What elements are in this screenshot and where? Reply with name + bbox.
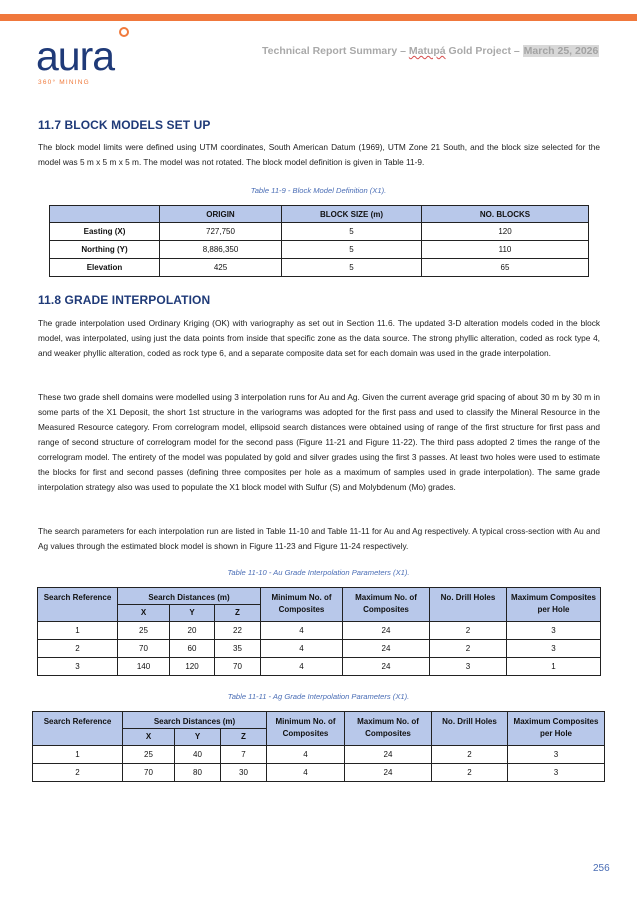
table-row: 2 70 60 35 4 24 2 3 xyxy=(38,640,601,658)
table-caption-11-10: Table 11-10 - Au Grade Interpolation Parameters (X1). xyxy=(227,568,410,577)
header-project-name: Matupá xyxy=(408,45,446,57)
section-heading-11-7: 11.7 BLOCK MODELS SET UP xyxy=(38,118,211,132)
running-header: Technical Report Summary – Matupá Gold Project – March 25, 2026 xyxy=(262,45,599,57)
block-model-table xyxy=(49,205,589,277)
table-row: 1 25 40 7 4 24 2 3 xyxy=(33,746,605,764)
table-header-row: Search Reference Search Distances (m) Minimum No. of Composites Maximum No. of Composites No. Drill Holes Maximum Composites per Hole xyxy=(38,588,601,605)
table-subheader-row: X Y Z xyxy=(33,729,605,746)
table-caption-11-9: Table 11-9 - Block Model Definition (X1). xyxy=(250,186,387,195)
paragraph-grade-interpolation-3: The search parameters for each interpolation run are listed in Table 11-10 and Table 11-11 for Au and Ag respectively. A typical cross-section with Au and Ag values through the estimated block model is shown in Figure 11-23 and Figure 11-24 respectively. xyxy=(38,526,600,551)
au-interpolation-table xyxy=(37,587,601,676)
logo-ring-icon xyxy=(118,26,130,38)
paragraph-grade-interpolation-1: The grade interpolation used Ordinary Kriging (OK) with variography as set out in Section 11.6. The updated 3-D alteration models coded in the block model, was interpolated, using just the data points from inside that specific zone as the data source. The strong phyllic alteration, coded as rock type 4, and weaker phyllic alteration, coded as rock type 6, and a separate composite data set for each domain was used in the grade interpolation. xyxy=(38,318,600,358)
ag-interpolation-table xyxy=(32,711,605,782)
paragraph-grade-interpolation-2: These two grade shell domains were modelled using 3 interpolation runs for Au and Ag. Given the current average grid spacing of about 30 m by 30 m in some parts of the X1 Deposit, the short 1st structure in the variograms was adopted for the first pass and used to classify the Mineral Resource in the Measured Resource category. From correlogram model, ellipsoid search distances were obtained using of range of the first structure for first pass and range of second structure of correlogram model for the second pass (Figure 11-21 and Figure 11-22). The third pass adopted 2 times the range of the correlogram model. The entirety of the model was populated by gold and silver grades using the first 3 passes. At least two holes were used to estimate the blocks for first and second passes (defining three composites per hole as a maximum of samples used in grade interpolation). The same grade interpolation strategy also was used to populate the X1 block model with Sulfur (S) and Molybdenum (Mo) grades. xyxy=(38,392,600,492)
table-header-row: Search Reference Search Distances (m) Minimum No. of Composites Maximum No. of Composites No. Drill Holes Maximum Composites per Hole xyxy=(33,712,605,729)
page-number: 256 xyxy=(593,863,610,874)
header-date: March 25, 2026 xyxy=(523,45,599,57)
table-row: 3 140 120 70 4 24 3 1 xyxy=(38,658,601,676)
table-row: Easting (X) 727,750 5 120 xyxy=(50,223,589,241)
table-subheader-row: X Y Z xyxy=(38,605,601,622)
table-row: 1 25 20 22 4 24 2 3 xyxy=(38,622,601,640)
table-header-row: ORIGIN BLOCK SIZE (m) NO. BLOCKS xyxy=(50,206,589,223)
logo-wordmark: aura xyxy=(36,33,115,79)
table-row: Elevation 425 5 65 xyxy=(50,259,589,277)
section-heading-11-8: 11.8 GRADE INTERPOLATION xyxy=(38,293,211,307)
table-caption-11-11: Table 11-11 - Ag Grade Interpolation Parameters (X1). xyxy=(227,692,410,701)
table-row: 2 70 80 30 4 24 2 3 xyxy=(33,764,605,782)
paragraph-block-models: The block model limits were defined using UTM coordinates, South American Datum (1969), UTM Zone 21 South, and the block size selected for the model was 5 m x 5 m x 5 m. The model was not rotated. The block model definition is given in Table 11-9. xyxy=(38,142,600,167)
header-accent-bar xyxy=(0,14,637,21)
table-row: Northing (Y) 8,886,350 5 110 xyxy=(50,241,589,259)
logo-tagline: 360° MINING xyxy=(38,79,90,86)
company-logo xyxy=(36,24,146,84)
